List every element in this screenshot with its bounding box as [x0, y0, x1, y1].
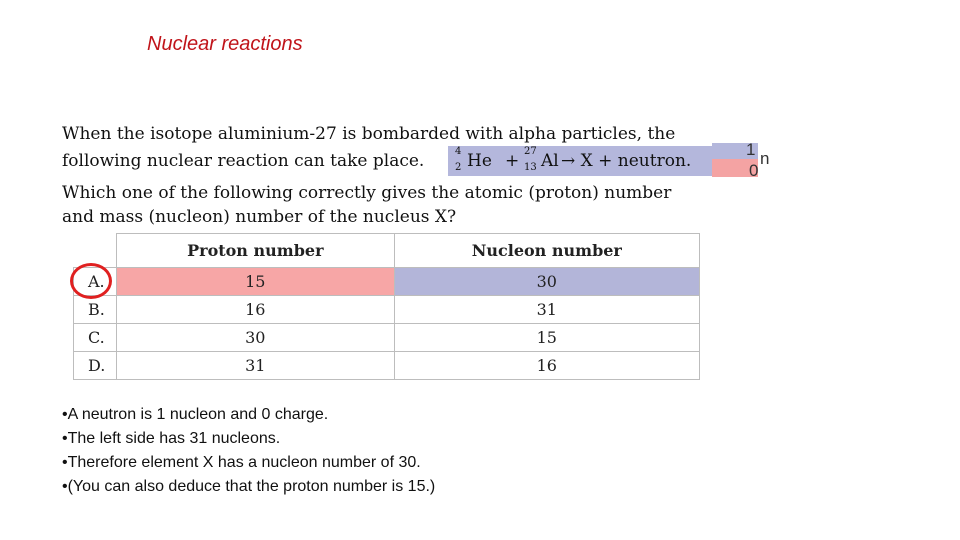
- he-mass-number: 4: [455, 146, 462, 157]
- table-header-proton: Proton number: [117, 234, 395, 268]
- al-symbol: Al: [541, 151, 559, 171]
- question-line-3: Which one of the following correctly gives the atomic (proton) number: [62, 183, 672, 203]
- explanation-list: [62, 403, 435, 499]
- question-line-4: and mass (nucleon) number of the nucleus X?: [62, 207, 457, 227]
- table-row: [74, 324, 700, 352]
- proton-cell: 30: [117, 324, 395, 352]
- nucleon-cell: 16: [394, 352, 699, 380]
- al-atomic-number: 13: [524, 162, 537, 173]
- list-item: •Therefore element X has a nucleon number of 30.: [62, 454, 421, 471]
- proton-cell: 15: [117, 268, 395, 296]
- nucleon-cell: 31: [394, 296, 699, 324]
- proton-cell: 31: [117, 352, 395, 380]
- option-label: C.: [74, 324, 117, 352]
- list-item: •(You can also deduce that the proton number is 15.): [62, 478, 436, 495]
- neutron-mass-number: 1: [746, 140, 756, 159]
- proton-cell: 16: [117, 296, 395, 324]
- he-symbol: He: [467, 151, 492, 171]
- table-row: [74, 352, 700, 380]
- he-atomic-number: 2: [455, 162, 462, 173]
- neutron-atomic-number: 0: [749, 161, 759, 180]
- neutron-symbol: n: [760, 149, 770, 168]
- table-header-row: [74, 234, 700, 268]
- plus-sign: +: [505, 151, 520, 171]
- nucleon-cell: 15: [394, 324, 699, 352]
- question-line-2: following nuclear reaction can take place.: [62, 151, 425, 171]
- slide-title: Nuclear reactions: [147, 33, 303, 55]
- table-header-nucleon: Nucleon number: [394, 234, 699, 268]
- option-label: B.: [74, 296, 117, 324]
- arrow-product: → X + neutron.: [561, 151, 692, 171]
- list-item: •A neutron is 1 nucleon and 0 charge.: [62, 406, 329, 423]
- list-item: •The left side has 31 nucleons.: [62, 430, 281, 447]
- option-label: A.: [74, 268, 117, 296]
- option-label: D.: [74, 352, 117, 380]
- table-row: [74, 268, 700, 296]
- answer-circle-marker: [70, 263, 112, 299]
- table-row: [74, 296, 700, 324]
- answer-table: [73, 233, 700, 380]
- question-line-1: When the isotope aluminium-27 is bombarded with alpha particles, the: [62, 124, 676, 144]
- nucleon-cell: 30: [394, 268, 699, 296]
- al-mass-number: 27: [524, 146, 537, 157]
